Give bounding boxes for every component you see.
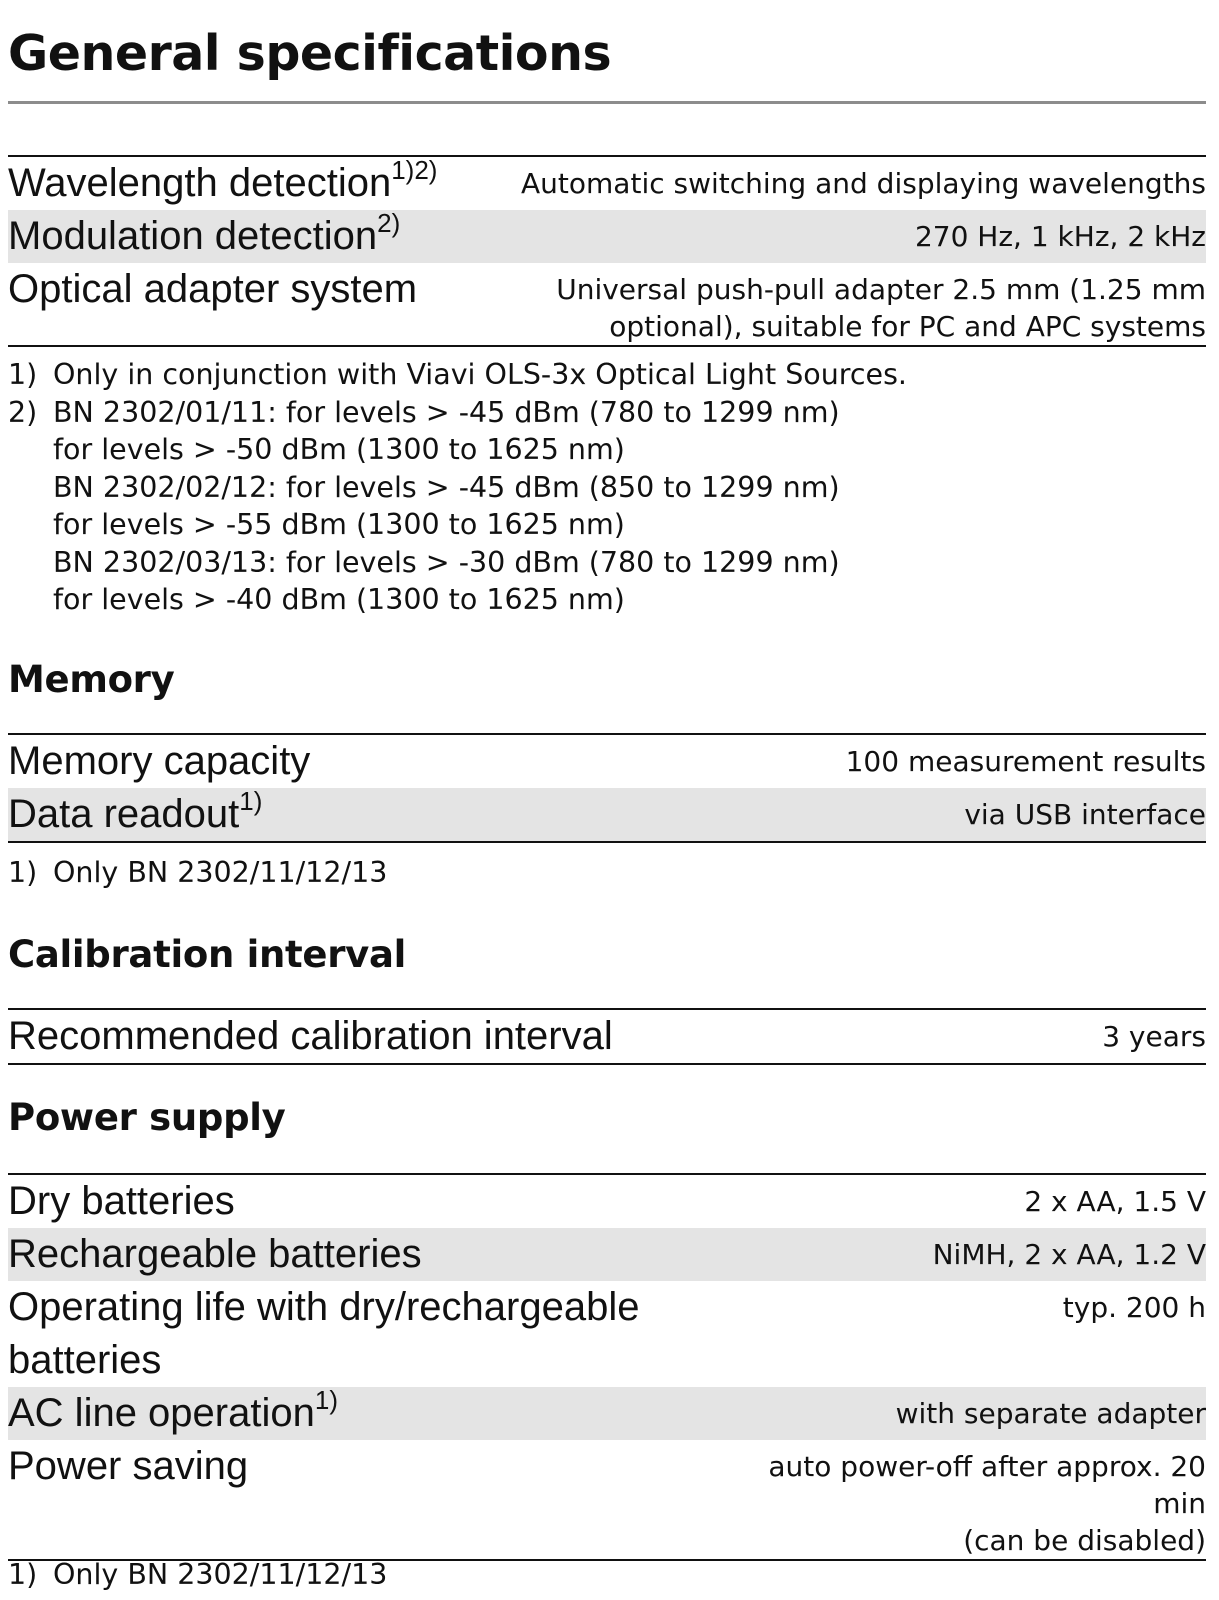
footnote-line: BN 2302/03/13: for levels > -30 dBm (780 to 1299 nm) bbox=[53, 545, 840, 579]
calibration-heading: Calibration interval bbox=[8, 933, 407, 976]
footnote-number: 1) bbox=[8, 856, 38, 889]
spec-label: Memory capacity bbox=[8, 739, 311, 783]
spec-label-cell bbox=[8, 1387, 748, 1440]
spec-label-cell bbox=[8, 210, 470, 263]
spec-value: with separate adapter bbox=[895, 1397, 1206, 1430]
general-spec-table bbox=[8, 155, 1206, 347]
spec-value: auto power-off after approx. 20 min bbox=[768, 1450, 1206, 1520]
spec-label: Rechargeable batteries bbox=[8, 1232, 422, 1276]
spec-row bbox=[8, 1228, 1206, 1281]
spec-value-cell bbox=[555, 788, 1207, 842]
spec-label-cell bbox=[8, 788, 555, 842]
footnote-line: Only BN 2302/11/12/13 bbox=[53, 1558, 388, 1591]
footnote-text bbox=[53, 394, 840, 619]
footnote-line: Only BN 2302/11/12/13 bbox=[53, 856, 388, 889]
spec-value-cell bbox=[748, 1174, 1206, 1228]
spec-row bbox=[8, 1174, 1206, 1228]
spec-label: Operating life with dry/rechargeable batteries bbox=[8, 1285, 640, 1382]
spec-row bbox=[8, 788, 1206, 842]
spec-value: via USB interface bbox=[964, 798, 1206, 831]
title-divider bbox=[8, 101, 1206, 104]
calibration-spec-table bbox=[8, 1008, 1206, 1065]
spec-label: Wavelength detection bbox=[8, 161, 392, 205]
footnote-line: for levels > -50 dBm (1300 to 1625 nm) bbox=[53, 433, 625, 466]
footnote-number: 1) bbox=[8, 1558, 38, 1591]
spec-value: 2 x AA, 1.5 V bbox=[1024, 1185, 1206, 1218]
spec-value-cell bbox=[470, 156, 1206, 210]
spec-value: Universal push-pull adapter 2.5 mm (1.25 mm bbox=[556, 273, 1206, 306]
footnote-line: BN 2302/01/11: for levels > -45 dBm (780 to 1299 nm) bbox=[53, 395, 840, 429]
spec-row bbox=[8, 1440, 1206, 1560]
spec-label-cell bbox=[8, 734, 555, 788]
spec-row bbox=[8, 1009, 1206, 1064]
spec-label: Dry batteries bbox=[8, 1179, 235, 1223]
footnote-marker: 1) bbox=[314, 1385, 338, 1415]
footnote-text bbox=[53, 1556, 387, 1594]
general-spec-table-wrap bbox=[8, 155, 1206, 347]
spec-label: Recommended calibration interval bbox=[8, 1014, 613, 1058]
footnote-line: for levels > -55 dBm (1300 to 1625 nm) bbox=[53, 508, 625, 541]
spec-label: Modulation detection bbox=[8, 214, 378, 258]
spec-value-cell bbox=[470, 263, 1206, 346]
spec-label: AC line operation bbox=[8, 1391, 315, 1435]
spec-row bbox=[8, 156, 1206, 210]
spec-value-cell bbox=[748, 1440, 1206, 1560]
spec-label-cell bbox=[8, 1009, 1031, 1064]
footnote-line: Only in conjunction with Viavi OLS-3x Optical Light Sources. bbox=[53, 358, 907, 391]
spec-row bbox=[8, 1281, 1206, 1387]
footnote-line: BN 2302/02/12: for levels > -45 dBm (850 to 1299 nm) bbox=[53, 470, 840, 504]
power-spec-table bbox=[8, 1173, 1206, 1561]
footnote bbox=[8, 394, 1206, 619]
spec-label-cell bbox=[8, 263, 470, 346]
spec-value: (can be disabled) bbox=[963, 1524, 1206, 1557]
memory-heading: Memory bbox=[8, 658, 175, 701]
spec-label-cell bbox=[8, 1281, 748, 1387]
footnote-text bbox=[53, 356, 907, 394]
spec-value: 100 measurement results bbox=[845, 745, 1206, 778]
footnote-line: for levels > -40 dBm (1300 to 1625 nm) bbox=[53, 583, 625, 616]
spec-value-cell bbox=[748, 1387, 1206, 1440]
memory-table-wrap bbox=[8, 733, 1206, 843]
spec-row bbox=[8, 734, 1206, 788]
spec-label-cell bbox=[8, 1174, 748, 1228]
spec-value: 270 Hz, 1 kHz, 2 kHz bbox=[914, 220, 1206, 253]
spec-label-cell bbox=[8, 1440, 748, 1560]
memory-footnotes bbox=[8, 854, 1206, 892]
footnote-number: 1) bbox=[8, 358, 38, 391]
spec-value: optional), suitable for PC and APC systems bbox=[609, 310, 1206, 343]
spec-value: typ. 200 h bbox=[1062, 1291, 1206, 1324]
spec-value-cell bbox=[1031, 1009, 1206, 1064]
spec-value: Automatic switching and displaying wavelengths bbox=[521, 167, 1206, 200]
power-table-wrap bbox=[8, 1173, 1206, 1561]
spec-label-cell bbox=[8, 156, 470, 210]
footnote bbox=[8, 356, 1206, 394]
spec-value-cell bbox=[748, 1228, 1206, 1281]
spec-value-cell bbox=[748, 1281, 1206, 1387]
spec-row bbox=[8, 263, 1206, 346]
spec-label: Data readout bbox=[8, 792, 240, 836]
spec-value: 3 years bbox=[1102, 1020, 1206, 1053]
spec-value-cell bbox=[555, 734, 1207, 788]
footnote-marker: 1)2) bbox=[391, 155, 438, 185]
footnote bbox=[8, 1556, 1206, 1594]
spec-row bbox=[8, 1387, 1206, 1440]
page-title: General specifications bbox=[8, 25, 612, 82]
footnote bbox=[8, 854, 1206, 892]
general-footnotes bbox=[8, 356, 1206, 619]
footnote-marker: 1) bbox=[239, 786, 263, 816]
footnote-marker: 2) bbox=[377, 208, 401, 238]
memory-spec-table bbox=[8, 733, 1206, 843]
spec-label-cell bbox=[8, 1228, 748, 1281]
spec-row bbox=[8, 210, 1206, 263]
spec-label: Power saving bbox=[8, 1444, 249, 1488]
spec-label: Optical adapter system bbox=[8, 267, 418, 311]
calibration-table-wrap bbox=[8, 1008, 1206, 1065]
footnote-number: 2) bbox=[8, 395, 38, 429]
footnote-text bbox=[53, 854, 387, 892]
spec-value: NiMH, 2 x AA, 1.2 V bbox=[932, 1238, 1206, 1271]
spec-value-cell bbox=[470, 210, 1206, 263]
power-footnotes bbox=[8, 1556, 1206, 1594]
power-heading: Power supply bbox=[8, 1096, 286, 1139]
